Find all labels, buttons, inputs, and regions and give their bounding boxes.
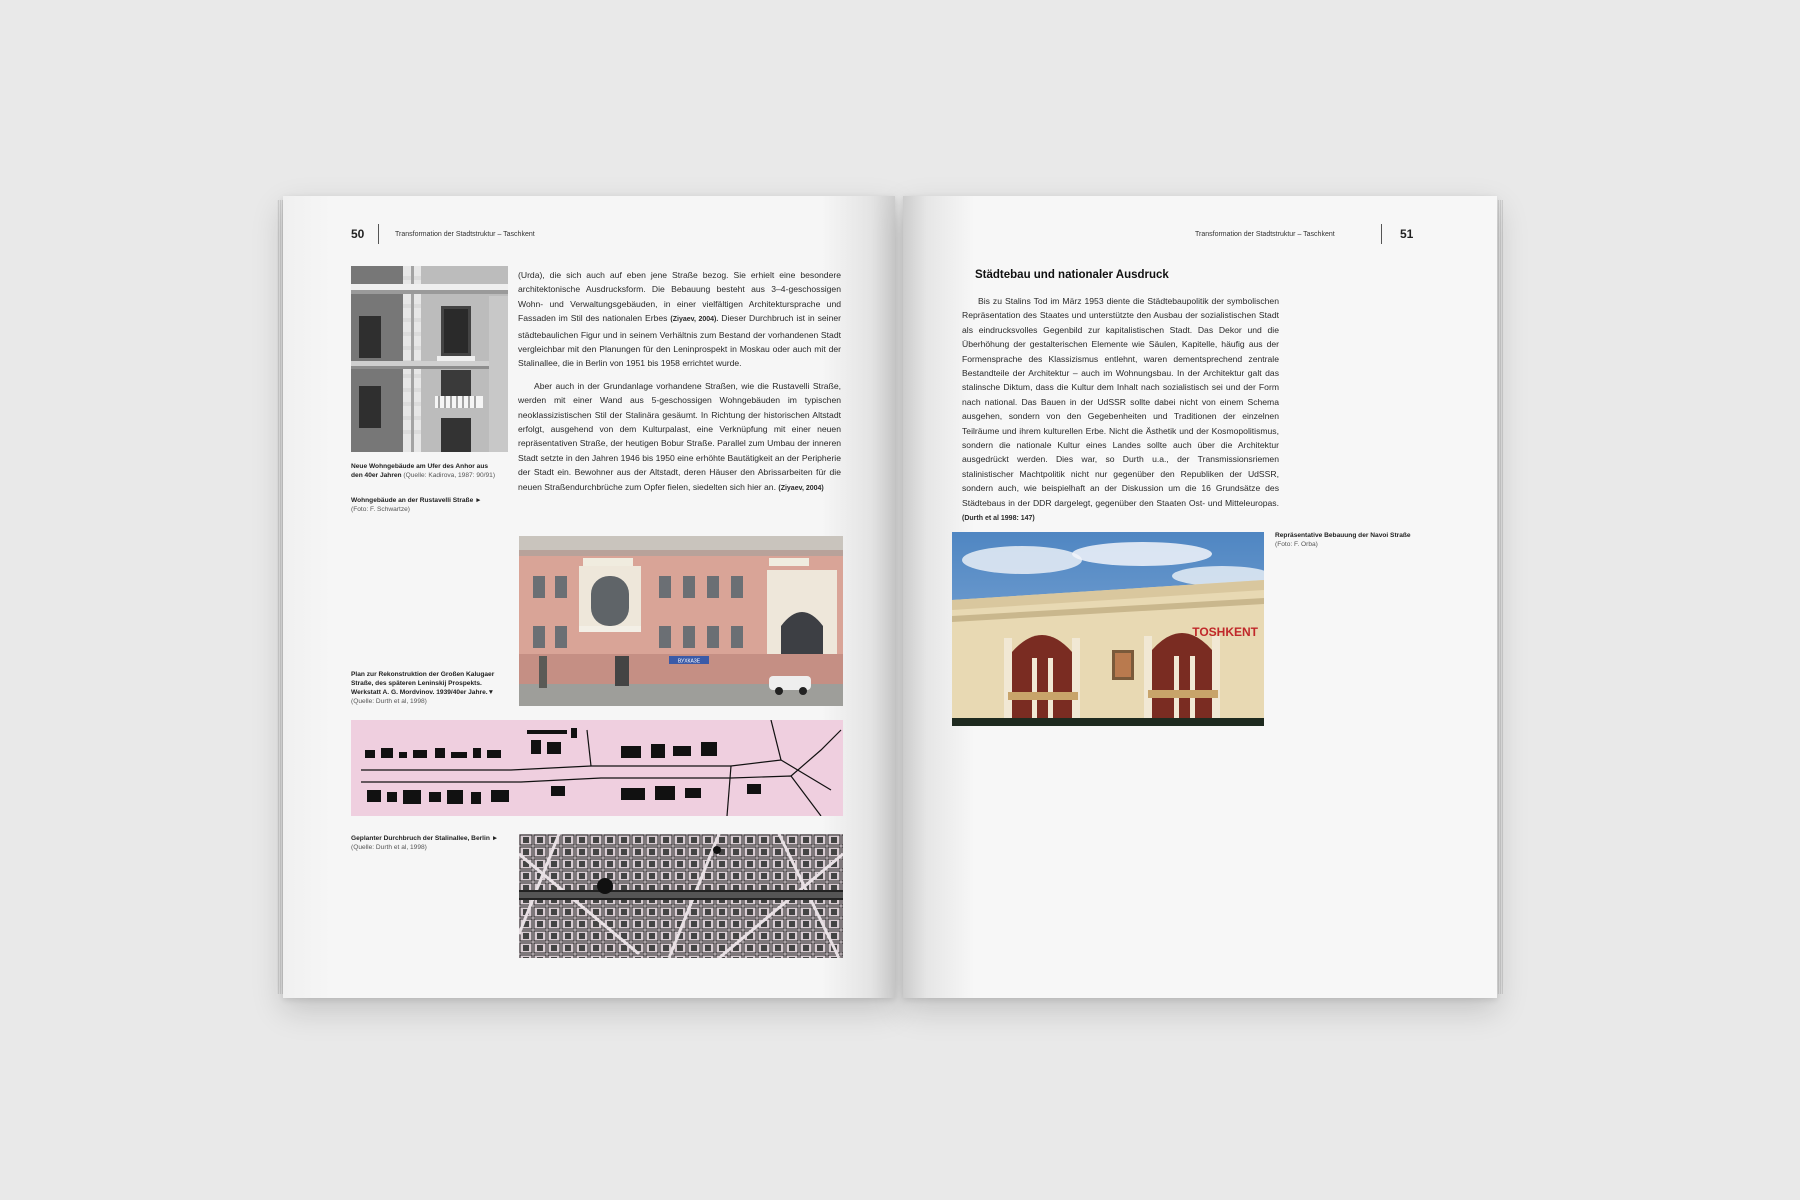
left-paragraph-1-text: (Urda), die sich auch auf eben jene Straße bezog. Sie erhielt eine besondere architektonische Ausdrucksform. Die Bebauung besteht aus 3–4-geschossigen Wohn- und Verwaltungsgebäuden, in einer vielfältigen Architektursprache und Fassaden im Stil des nationalen Erbes	[518, 270, 841, 324]
caption-stalinallee-source: (Quelle: Durth et al, 1998)	[351, 844, 427, 851]
left-paragraph-2-text: Aber auch in der Grundanlage vorhandene Straßen, wie die Rustavelli Straße, werden mit einer Wand aus 5-geschossigen Wohngebäuden im typischen neoklassizistischen Stil der Stalinära gesäumt. In Richtung der historischen Altstadt erfolgt, ausgehend von dem Kulturpalast, eine Verknüpfung mit einer neuen repräsentativen Straße, der heutigen Bobur Straße. Parallel zum Umbau der inneren Stadt setzte in den Jahren 1946 bis 1950 eine erhöhte Bautätigkeit an der Peripherie der Stadt ein. Bewohner aus der Altstadt, deren Häuser den Abrissarbeiten für die neuen Straßendurchbrüche zum Opfer fielen, siedelten sich hier an.	[518, 380, 841, 492]
left-body-text	[518, 268, 841, 504]
caption-anhor	[351, 462, 501, 480]
book-spread	[283, 196, 1497, 998]
left-page	[283, 196, 895, 998]
photo-navoi-street	[952, 532, 1264, 726]
right-page	[903, 196, 1497, 998]
photo-rustavelli-street	[519, 536, 843, 706]
left-paragraph-1	[518, 268, 841, 371]
caption-navoi-title: Repräsentative Bebauung der Navoi Straße	[1275, 532, 1411, 539]
caption-kalugaer-title: Plan zur Rekonstruktion der Großen Kalugaer Straße, des späteren Leninskij Prospekts. Werkstatt A. G. Mordvinov. 1939/40er Jahre.▼	[351, 671, 495, 696]
left-paragraph-2-cite: (Ziyaev, 2004)	[778, 484, 824, 492]
caption-rustavelli-title: Wohngebäude an der Rustavelli Straße ►	[351, 497, 482, 504]
caption-navoi-source: (Foto: F. Orba)	[1275, 541, 1318, 548]
caption-anhor-source: (Quelle: Kadirova, 1987: 90/91)	[401, 472, 496, 479]
left-paragraph-1-text2: Dieser Durchbruch ist in seiner städtebaulichen Figur und in seinem Verhältnis zum Bestand der vorhandenen Stadt vergleichbar mit den Planungen für den Leninprospekt in Moskau oder auch mit der Stalinallee, die in Berlin von 1951 bis 1958 errichtet wurde.	[518, 313, 841, 369]
running-head-right: Transformation der Stadtstruktur – Taschkent	[1195, 231, 1335, 238]
right-body-text	[962, 294, 1279, 535]
header-rule-left	[378, 224, 379, 244]
plan-kalugaer-strip	[351, 720, 843, 816]
photo-building-corner	[351, 266, 508, 452]
caption-stalinallee	[351, 834, 501, 852]
caption-kalugaer	[351, 670, 511, 706]
caption-rustavelli	[351, 496, 501, 514]
left-paragraph-1-cite: (Ziyaev, 2004).	[670, 316, 719, 324]
section-heading: Städtebau und nationaler Ausdruck	[975, 269, 1169, 281]
sign-toshkent: TOSHKENT	[1192, 625, 1258, 639]
header-rule-right	[1381, 224, 1382, 244]
shop-sign-text: ВУХКАЗЕ	[677, 658, 701, 665]
caption-stalinallee-title: Geplanter Durchbruch der Stalinallee, Berlin ►	[351, 835, 499, 842]
running-head-left: Transformation der Stadtstruktur – Taschkent	[395, 231, 535, 238]
caption-kalugaer-source: (Quelle: Durth et al, 1998)	[351, 698, 427, 705]
right-paragraph-cite: (Durth et al 1998: 147)	[962, 515, 1035, 523]
left-paragraph-2	[518, 379, 841, 496]
map-stalinallee-berlin	[519, 834, 843, 958]
page-number-left: 50	[351, 227, 365, 241]
right-paragraph-text: Bis zu Stalins Tod im März 1953 diente die Städtebaupolitik der symbolischen Repräsentation des Staates und unterstützte den Ausbau der sozialistischen Stadt als eindrucksvolles Gegenbild zur kapitalistischen Stadt. Das Dekor und die Überhöhung der gestalterischen Elemente wie Säulen, Kapitelle, häufig aus der Formensprache des Klassizismus entlehnt, waren dementsprechend zentrale Bestandteile der Architektur – auch im Wohnungsbau. In der Architektur galt das stalinsche Diktum, dass die Kultur dem Inhalt nach sozialistisch sei und der Form nach national. Das Bauen in der UdSSR sollte dabei nicht von einem Schema ausgehen, sondern von den Gegebenheiten und Traditionen der einzelnen Teilräume und ihrem kulturellen Erbe. Nicht die Ästhetik und der Kosmopolitismus, sondern die nationale Kultur eines Landes sollte auch über die Architektur ausgedrückt werden. Dies war, so Durth u.a., der Transmissionsriemen stalinistischer Machtpolitik nicht nur gegenüber den Republiken der UdSSR, sondern auch, wie beispielhaft an der Diskussion um die 16 Grundsätze des Städtebaus in der DDR dargelegt, gegenüber den Staaten Ost- und Mitteleuropas.	[962, 296, 1279, 508]
caption-navoi	[1275, 531, 1435, 549]
page-number-right: 51	[1400, 227, 1414, 241]
caption-rustavelli-source: (Foto: F. Schwartze)	[351, 506, 410, 513]
right-paragraph	[962, 294, 1279, 527]
caption-anhor-title: Neue Wohngebäude am Ufer des Anhor aus den 40er Jahren	[351, 463, 489, 479]
